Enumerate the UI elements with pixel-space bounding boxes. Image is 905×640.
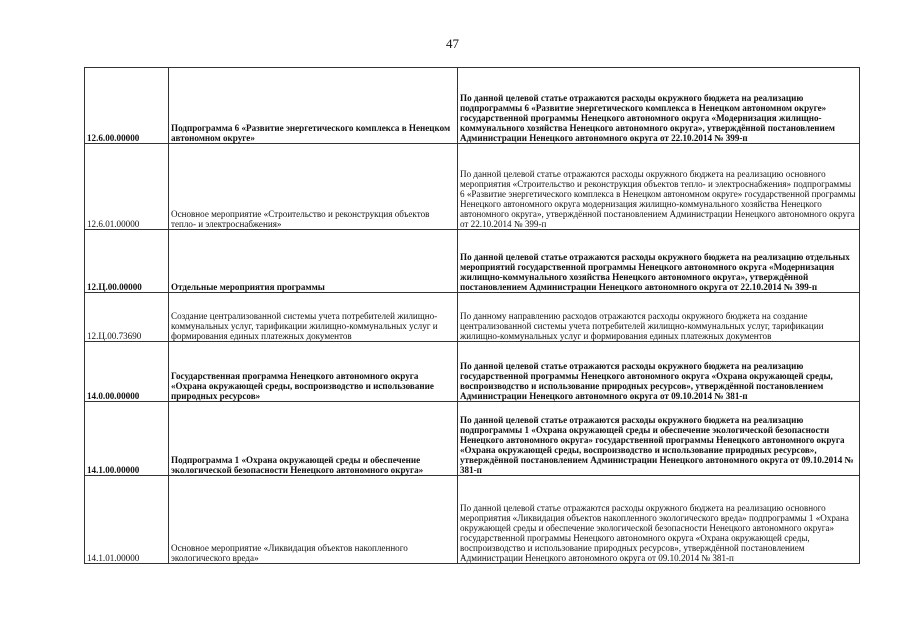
- table-row: [85, 476, 860, 564]
- row-description: По данной целевой статье отражаются расходы окружного бюджета на реализацию государственной программы Ненецкого автономного округа «Охрана окружающей среды, воспроизводство и использование природных ресурсов», утверждённой постановлением Администрации Ненецкого автономного округа от 09.10.2014 № 381-п: [458, 342, 860, 402]
- page-number: 47: [446, 36, 459, 51]
- table-row: [85, 68, 860, 144]
- row-code: 12.6.01.00000: [85, 144, 169, 230]
- row-code: 14.1.01.00000: [85, 476, 169, 564]
- row-name: Основное мероприятие «Ликвидация объектов накопленного экологического вреда»: [169, 476, 458, 564]
- row-code: 12.Ц.00.00000: [85, 230, 169, 293]
- row-description: По данной целевой статье отражаются расходы окружного бюджета на реализацию подпрограммы 1 «Охрана окружающей среды и обеспечение экологической безопасности Ненецкого автономного округа» государственной программы Ненецкого автономного округа «Охрана окружающей среды, воспроизводство и использование природных ресурсов», утверждённой постановлением Администрации Ненецкого автономного округа от 09.10.2014 № 381-п: [458, 402, 860, 476]
- row-name: Создание централизованной системы учета потребителей жилищно-коммунальных услуг, тарификации жилищно-коммунальных услуг и формирования единых платежных документов: [169, 293, 458, 342]
- row-code: 14.1.00.00000: [85, 402, 169, 476]
- table-row: [85, 293, 860, 342]
- row-description: По данной целевой статье отражаются расходы окружного бюджета на реализацию основного мероприятия «Строительство и реконструкция объектов тепло- и электроснабжения» подпрограммы 6 «Развитие энергетического комплекса в Ненецком автономном округе» государственной программы Ненецкого автономного округа модернизация жилищно-коммунального хозяйства Ненецкого автономного округа», утверждённой постановлением Администрации Ненецкого автономного округа от 22.10.2014 № 399-п: [458, 144, 860, 230]
- row-description: По данному направлению расходов отражаются расходы окружного бюджета на создание централизованной системы учета потребителей жилищно-коммунальных услуг, тарификации жилищно-коммунальных услуг и формирования единых платежных документов: [458, 293, 860, 342]
- table-row: [85, 342, 860, 402]
- row-description: По данной целевой статье отражаются расходы окружного бюджета на реализацию подпрограммы 6 «Развитие энергетического комплекса в Ненецком автономном округе» государственной программы Ненецкого автономного округа «Модернизация жилищно-коммунального хозяйства Ненецкого автономного округа», утверждённой постановлением Администрации Ненецкого автономного округа от 22.10.2014 № 399-п: [458, 68, 860, 144]
- row-code: 12.Ц.00.73690: [85, 293, 169, 342]
- row-name: Подпрограмма 6 «Развитие энергетического комплекса в Ненецком автономном округе»: [169, 68, 458, 144]
- table-row: [85, 230, 860, 293]
- row-name: Государственная программа Ненецкого автономного округа «Охрана окружающей среды, воспроизводство и использование природных ресурсов»: [169, 342, 458, 402]
- row-code: 14.0.00.00000: [85, 342, 169, 402]
- row-description: По данной целевой статье отражаются расходы окружного бюджета на реализацию основного мероприятия «Ликвидация объектов накопленного экологического вреда» подпрограммы 1 «Охрана окружающей среды и обеспечение экологической безопасности Ненецкого автономного округа» государственной программы Ненецкого автономного округа «Охрана окружающей среды, воспроизводство и использование природных ресурсов», утверждённой постановлением Администрации Ненецкого автономного округа от 09.10.2014 № 381-п: [458, 476, 860, 564]
- row-name: Основное мероприятие «Строительство и реконструкция объектов тепло- и электроснабжения»: [169, 144, 458, 230]
- row-description: По данной целевой статье отражаются расходы окружного бюджета на реализацию отдельных мероприятий государственной программы Ненецкого автономного округа «Модернизация жилищно-коммунального хозяйства Ненецкого автономного округа», утверждённой постановлением Администрации Ненецкого автономного округа от 22.10.2014 № 399-п: [458, 230, 860, 293]
- row-name: Подпрограмма 1 «Охрана окружающей среды и обеспечение экологической безопасности Ненецкого автономного округа»: [169, 402, 458, 476]
- budget-classification-table: [84, 67, 860, 564]
- table-row: [85, 144, 860, 230]
- row-name: Отдельные мероприятия программы: [169, 230, 458, 293]
- table-row: [85, 402, 860, 476]
- row-code: 12.6.00.00000: [85, 68, 169, 144]
